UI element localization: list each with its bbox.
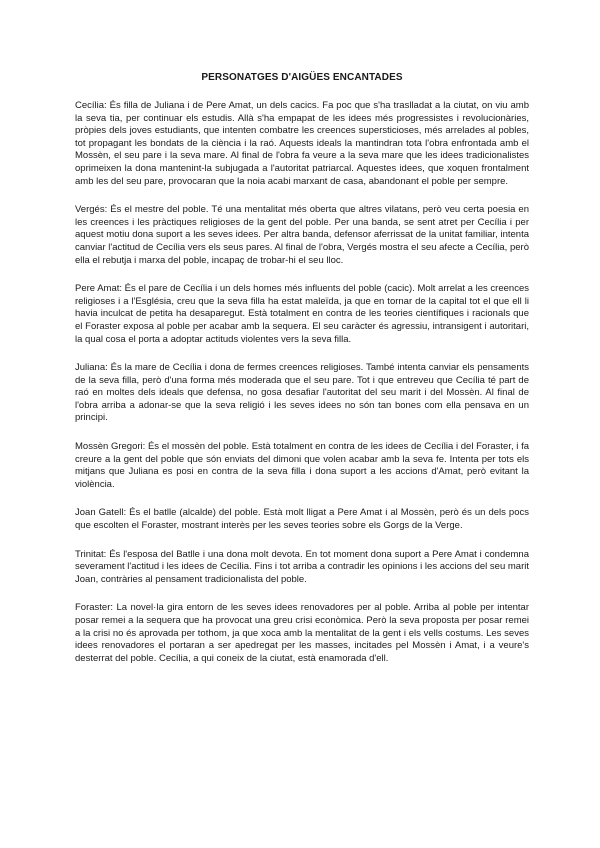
character-entry-trinitat: [75, 549, 529, 587]
character-entry-cecilia: [75, 100, 529, 188]
character-description: La novel·la gira entorn de les seves idees renovadores per al poble. Arriba al poble per intentar posar remei a la sequera que ha provocat una greu crisi econòmica. Però la seva proposta per posar remei a la crisi no és aprovada per tothom, ja que xoca amb la mentalitat de la gent i els vells costums. Les seves idees renovadores el portaran a ser apedregat per les masses, incitades pel Mossèn i Amat, i a veure's desterrat del poble. Cecília, a qui coneix de la ciutat, està enamorada d'ell.: [75, 602, 529, 664]
character-entry-juliana: [75, 362, 529, 425]
character-name: Juliana:: [75, 362, 108, 374]
character-description: És el batlle (alcalde) del poble. Està molt lligat a Pere Amat i al Mossèn, però és un dels pocs que escolten el Foraster, mostrant interès per les seves teories sobre els Gorgs de la Verge.: [75, 507, 529, 532]
character-description: És filla de Juliana i de Pere Amat, un dels cacics. Fa poc que s'ha traslladat a la ciutat, on viu amb la seva tia, per continuar els estudis. Allà s'ha empapat de les idees més progressistes i revolucionàries, pròpies dels joves estudiants, que intenten combatre les creences supersticioses, més arrelades al pobles, tot propagant les bondats de la ciència i la raó. Aquests ideals la mantindran tota l'obra enfrontada amb el Mossèn, el seu pare i la seva mare. Al final de l'obra fa veure a la seva mare que les idees tradicionalistes oprimeixen la dona mantenint-la subjugada a l'autoritat patriarcal. Aquestes idees, que xoquen frontalment amb les del seu pare, provocaran que la noia acabi marxant de casa, abandonant el poble per sempre.: [75, 100, 529, 187]
character-entry-pere-amat: [75, 283, 529, 346]
character-name: Mossèn Gregori:: [75, 441, 146, 453]
character-description: És el pare de Cecília i un dels homes més influents del poble (cacic). Molt arrelat a les creences religioses i a l'Església, creu que la seva filla ha estat maleïda, ja que en tornar de la capital tot el que ell li havia inculcat de petita ha desaparegut. Està totalment en contra de les teories científiques i racionals que el Foraster exposa al poble per acabar amb la sequera. El seu caràcter és agressiu, intransigent i autoritari, la qual cosa el porta a adoptar actituds violentes vers la seva filla.: [75, 283, 529, 345]
character-description: És el mestre del poble. Té una mentalitat més oberta que altres vilatans, però veu certa poesia en les creences i les pràctiques religioses de la gent del poble. Per una banda, se sent atret per Cecília i per aquest motiu dona suport a les seves idees. Per altra banda, defensor aferrissat de la unitat familiar, intenta canviar l'actitud de Cecília vers els seus pares. Al final de l'obra, Vergés mostra el seu afecte a Cecília, però ella el rebutja i marxa del poble, incapaç de trobar-hi el seu lloc.: [75, 204, 529, 266]
character-name: Pere Amat:: [75, 283, 123, 295]
character-entry-mossen-gregori: [75, 441, 529, 491]
character-name: Joan Gatell:: [75, 507, 127, 519]
character-name: Trinitat:: [75, 548, 107, 560]
document-title: PERSONATGES D'AIGÜES ENCANTADES: [201, 72, 403, 83]
character-description: És el mossèn del poble. Està totalment en contra de les idees de Cecília i del Foraster, i fa creure a la gent del poble que són enviats del dimoni que volen acabar amb la seva fe. Intenta per tots els mitjans que Juliana es posi en contra de la seva filla i dona suport a les accions d'Amat, però evitant la violència.: [75, 441, 530, 490]
character-entry-joan-gatell: [75, 507, 529, 532]
character-entry-verges: [75, 204, 529, 267]
character-name: Foraster:: [75, 602, 114, 614]
document-page: [75, 72, 529, 681]
character-name: Vergés:: [75, 204, 108, 216]
character-description: És la mare de Cecília i dona de fermes creences religioses. També intenta canviar els pensaments de la seva filla, però d'una forma més moderada que el seu pare. Tot i que entreveu que Cecília té part de raó en moltes dels ideals que defensa, no gosa desafiar l'autoritat del seu marit i del Mossèn. Al final de l'obra arriba a adonar-se que la seva religió i les seves idees no són tan bones com ella pensava en un principi.: [75, 362, 529, 424]
character-description: És l'esposa del Batlle i una dona molt devota. En tot moment dona suport a Pere Amat i condemna severament l'actitud i les idees de Cecília. Fins i tot arriba a contradir les opinions i les accions del seu marit Joan, contràries al pensament tradicionalista del poble.: [75, 548, 529, 585]
character-entry-foraster: [75, 602, 529, 665]
character-name: Cecília:: [75, 100, 107, 111]
